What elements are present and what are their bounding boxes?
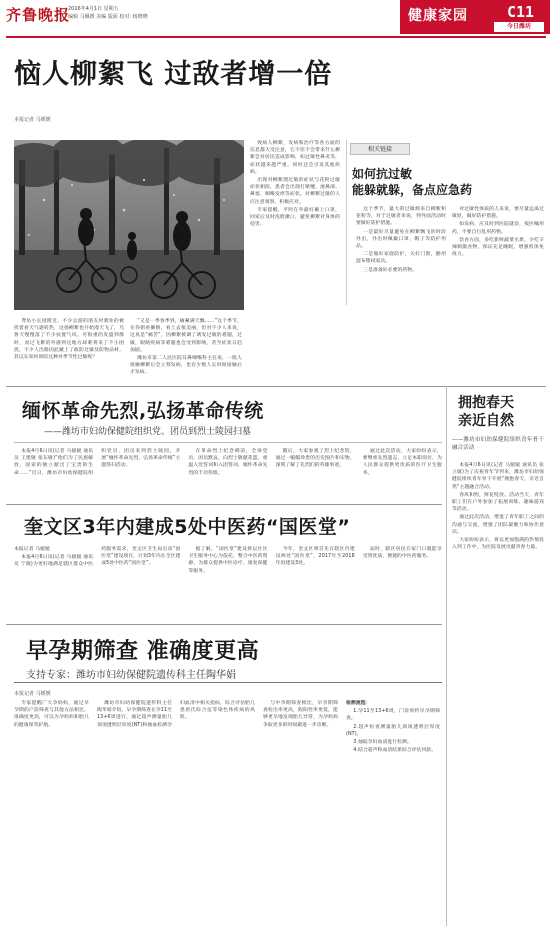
tips-item: 2.超声检查测量胎儿颈项透明层厚度(NT)。 <box>346 724 440 737</box>
right-headline-line2: 亲近自然 <box>458 413 514 429</box>
story4-deck: 支持专家：潍坊市妇幼保健院遗传科主任陶华娟 <box>26 670 236 681</box>
related-links-tag: 相关链接 <box>350 143 410 155</box>
divider <box>6 624 442 625</box>
divider <box>14 682 442 683</box>
right-headline-line1: 拥抱春天 <box>458 395 514 411</box>
story4-paragraph: 潍坊市妇幼保健院遗传科主任陶华娟介绍，早孕期筛查在孕11至13+6周进行，通过超声测量胎儿颈项透明层厚度(NT)和抽血检测孕妇血清中相关指标，综合评估胎儿患唐氏综合征等染色体疾病的风险。 <box>97 701 255 728</box>
story2-paragraph: 通过此次活动，大家纷纷表示，要继承先烈遗志，立足本职岗位，为人民群众提供更优质的医疗卫生服务。 <box>362 449 442 476</box>
story1-paragraph: 出现对柳絮理过敏的症状与花粉过敏症状相似，患者会出现打喷嚏、流鼻涕、鼻塞、咽喉发痒等症状。对柳絮过敏的人应注意观察，积极应对。 <box>250 178 340 205</box>
story1-paragraph: 潍坊市第二人民医院耳鼻咽喉科主任说，一般人接触柳絮后会立刻发病，也有少数人长时间接触后才发病。 <box>130 356 242 376</box>
editor-line: 编辑 马佩媛 美编 版面 校对: 杨晓晓 <box>68 14 148 20</box>
sidebar-column-b <box>452 206 544 384</box>
story1-column-c <box>250 140 340 384</box>
tips-title: 检测流程： <box>346 701 371 706</box>
story1-column-b <box>130 318 242 382</box>
story3-paragraph: 据了解，“国医堂”建设将以社区卫生服务中心为依托，整合中医药资源，为群众提供中医诊疗、康复保健等服务。 <box>188 547 268 574</box>
story2-deck: ——潍坊市妇幼保健院组织党、团员到烈士陵园扫墓 <box>44 427 252 437</box>
story1-paragraph: 致病人柳絮，发病和治疗等各方面的信息都大受注意，它不但不会带来什么柳絮会对居民造成影响，如过敏性鼻炎等，症状越来越严重，同时还会引发其他疾病。 <box>250 141 340 175</box>
newspaper-logo: 齐鲁晚报 <box>6 6 71 24</box>
sidebar-column-a <box>356 206 446 384</box>
right-story-deck: ——潍坊市妇幼保健院组织青年骨干融合活动 <box>452 437 544 451</box>
section-subtag: 今日潍坊 <box>494 22 544 32</box>
story1-headline: 恼人柳絮飞 过敌者增一倍 <box>14 59 333 90</box>
cyclists-photo-icon <box>14 140 244 310</box>
sidebar-paragraph: 二是做好家庭防护，关好门窗，勤用湿布擦拭家具。 <box>356 252 446 265</box>
story3-headline: 奎文区3年内建成5处中医药“国医堂” <box>24 516 351 538</box>
sidebar-headline-line2: 能躲就躲，备点应急药 <box>352 183 473 197</box>
sidebar-paragraph: 如发病，应及时到医院就诊，按医嘱用药，不要自行乱用药物。 <box>452 222 544 235</box>
sidebar-headline-line1: 如何抗过敏 <box>352 167 413 181</box>
tips-item: 1.孕11至13+6周，门诊预约早孕期筛查。 <box>346 709 440 722</box>
divider <box>6 386 546 387</box>
story1-caption <box>14 318 124 382</box>
right-story-paragraph: 通过此次活动，增进了青年职工之间的沟通与交流，增强了团队凝聚力和协作意识。 <box>452 515 544 535</box>
story3-paragraph: 今年，奎文区将首先在辖区内建设两处“国医堂”，2017年至2018年再建设3处。 <box>275 547 355 567</box>
story3-paragraph: 本报4月6日讯(记者 马媛媛 通讯员 宁晓)为更好地满足辖区群众中医药服务需求，奎文区卫生局启动“国医堂”建设项目，计划3年内在全区建成5处中医药“国医堂”。 <box>14 547 181 568</box>
sidebar-paragraph: 饮食方面，多吃新鲜蔬菜水果，少吃辛辣刺激食物，保证充足睡眠，增强机体免疫力。 <box>452 237 544 258</box>
date-line: 2016年4月1日 星期五 <box>68 6 119 12</box>
sidebar-headline <box>352 166 472 198</box>
story2-paragraph: 随后，大家参观了烈士纪念馆，通过一幅幅珍贵的历史图片和实物，深刻了解了先烈们的英雄事迹。 <box>275 449 355 469</box>
masthead-info <box>68 5 148 21</box>
tips-item: 4.结合超声和血清结果综合评估风险。 <box>353 748 437 754</box>
story4-paragraph: 专家提醒广大孕妈妈，通过早孕期的产前筛查与其他方法相比，准确度更高，可以为孕妈妈和胎儿的健康保驾护航。 <box>14 701 89 728</box>
story4-paragraph: 与中孕期筛查相比，早孕期筛查检出率更高，假阳性率更低，能够更早地发现胎儿异常，为孕妈妈争取更多的时间做进一步诊断。 <box>263 701 338 728</box>
story1-paragraph: 专家提醒，平时在外最好戴上口罩，回家后及时洗脸漱口，避免柳絮对身体的侵害。 <box>250 207 340 228</box>
story4-tips <box>346 700 440 922</box>
story1-paragraph: “又是一季春季到，痛紧满天飘……”这个季节，在你街看搁嬉，看上去很美丽，但对不少人来说，这真是“痛苦”，因柳絮被调了诱发过敏的难题，过敏，眼睛疾病等难题也会受到影响，甚至症状日趋加剧。 <box>130 319 242 353</box>
story1-byline: 本报记者 马媛媛 <box>14 117 51 123</box>
story1-paragraph: 鸢坊小长园附近，不少总游的朋友时骑免的被扰着看天气逐转热，这扬柳絮也开始漫天飞了，乌鲁天慢慢落了不少扶置气风。可很重的发盛到群时，而过飞絮的外感到这地方却难将来了不小困扰，不少人出路因此戴上了敢防过敏及防物品材。甚以东知何预防这种对季节性过敏呢？ <box>14 319 124 361</box>
column-divider <box>446 386 447 926</box>
section-title: 健康家园 <box>408 8 468 24</box>
right-story-body <box>452 462 544 924</box>
story2-headline: 缅怀革命先烈,弘扬革命传统 <box>22 400 264 422</box>
story3-body <box>14 546 442 618</box>
sidebar-paragraph: 对过敏性体质的人来说，要尽量远离过敏原，做好防护措施。 <box>452 207 544 220</box>
sidebar-paragraph: 一是最好尽量避免在柳絮飘飞的时段外出，外出时佩戴口罩、帽子等防护用品。 <box>356 229 446 250</box>
divider <box>14 442 442 443</box>
right-story-headline <box>458 394 514 430</box>
story2-paragraph: 在革命烈士纪念碑前，全体党员、团员默哀，向烈士敬献花篮，重温入党誓词和入团誓词，缅怀革命先烈的丰功伟绩。 <box>188 449 268 476</box>
willow-catkin-photo <box>14 140 244 310</box>
sidebar-paragraph: 这个季节，最大的过敏源来自柳絮和花粉等，对于过敏者来说，到外面活动时要做好防护措施。 <box>356 207 446 227</box>
story4-body <box>14 700 338 922</box>
right-story-paragraph: 大家纷纷表示，将以更加饱满的热情投入到工作中，为医院发展贡献青春力量。 <box>452 538 544 551</box>
story2-paragraph: 本报4月6日讯(记者 马媛媛 通讯员 王建敏 张东敏)“他们为了民族解放、国家的独立献出了宝贵的生命……”近日，潍坊市妇幼保健院组织党员、团员来到烈士陵园，开展“缅怀革命先烈，弘扬革命传统”主题祭扫活动。 <box>14 449 181 476</box>
right-story-paragraph: 春风和煦，鲜花绽放。活动当天，青年职工们在户外参加了拓展训练、趣味游戏等活动。 <box>452 492 544 513</box>
story4-byline: 本报记者 马媛媛 <box>14 691 51 697</box>
page-number: C11 <box>507 3 535 21</box>
story4-headline: 早孕期筛查 准确度更高 <box>26 639 260 664</box>
story3-byline: 本报记者 马媛媛 <box>14 547 50 552</box>
right-story-paragraph: 本报4月6日讯(记者 马媛媛 通讯员 张立敏)为了庆祝青年节到来，潍坊市妇幼保健院组织青年骨干开展“拥抱春天，亲近自然”主题融合活动。 <box>452 463 544 490</box>
tips-item: 3.抽取孕妇血清进行检测。 <box>353 740 412 746</box>
story3-paragraph: 届时，辖区居民在家门口就能享受到优质、便捷的中医药服务。 <box>362 547 442 560</box>
header-rule <box>6 36 546 38</box>
sidebar-paragraph: 三是准备好必要的药物。 <box>363 267 418 273</box>
divider <box>6 504 442 505</box>
story2-body <box>14 448 442 498</box>
